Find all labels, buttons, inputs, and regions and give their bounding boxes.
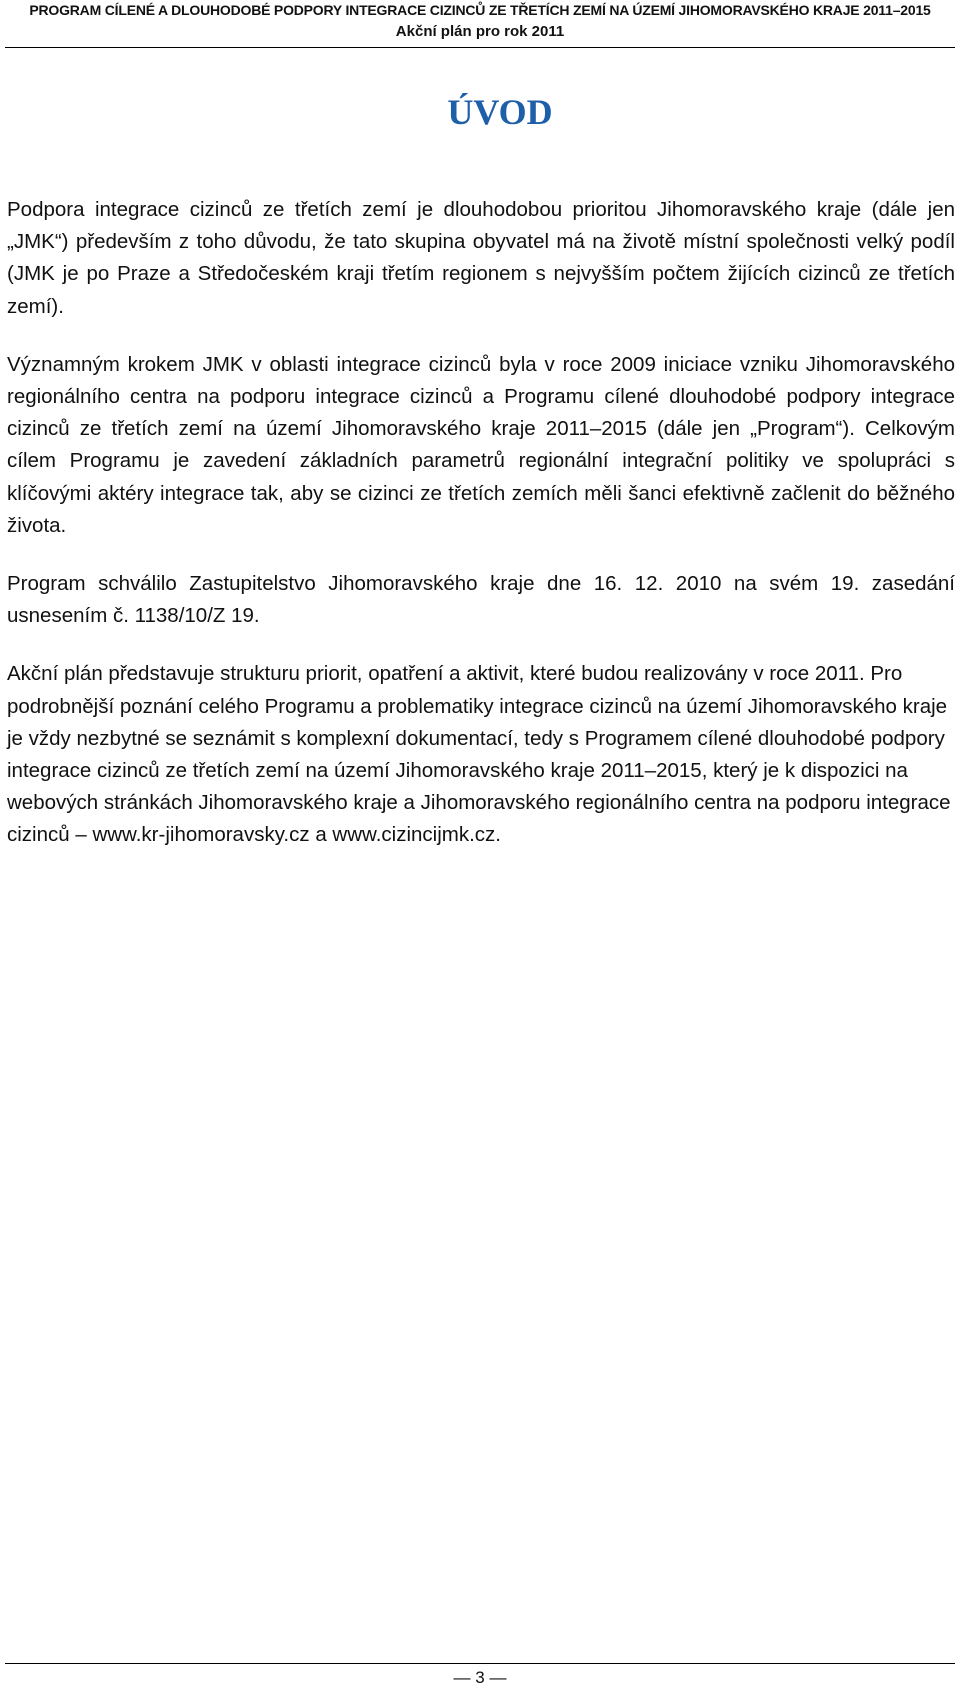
document-title: PROGRAM CÍLENÉ A DLOUHODOBÉ PODPORY INTEGRACE CIZINCŮ ZE TŘETÍCH ZEMÍ NA ÚZEMÍ JIHOMORAVSKÉHO KRAJE 2011–2015 (29, 2, 931, 18)
paragraph-action-plan: Akční plán představuje strukturu priorit, opatření a aktivit, které budou realizovány v roce 2011. Pro podrobnější poznání celého Programu a problematiky integrace cizinců na území Jihomoravského kraje je vždy nezbytné se seznámit s komplexní dokumentací, tedy s Programem cílené dlouhodobé podpory integrace cizinců ze třetích zemí na území Jihomoravského kraje 2011–2015, který je k dispozici na webových stránkách Jihomoravského kraje a Jihomoravského regionálního centra na podporu integrace cizinců – www.kr-jihomoravsky.cz a www.cizincijmk.cz. (7, 662, 951, 847)
section-title: ÚVOD (447, 92, 553, 132)
page-header (0, 0, 960, 48)
paragraph-program: Významným krokem JMK v oblasti integrace cizinců byla v roce 2009 iniciace vzniku Jihomoravského regionálního centra na podporu integrace cizinců a Programu cílené dlouhodobé podpory integrace cizinců ze třetích zemí na území Jihomoravského kraje 2011–2015 (dále jen „Program“). Celkovým cílem Programu je zavedení základních parametrů regionální integrační politiky ve spolupráci s klíčovými aktéry integrace tak, aby se cizinci ze třetích zemích měli šanci efektivně začlenit do běžného života. (7, 352, 955, 537)
paragraph-approval: Program schválilo Zastupitelstvo Jihomoravského kraje dne 16. 12. 2010 na svém 19. zasedání usnesením č. 1138/10/Z 19. (7, 572, 955, 628)
document-subtitle: Akční plán pro rok 2011 (395, 23, 565, 40)
page-number: — 3 — (453, 1668, 507, 1687)
footer-divider (5, 1663, 955, 1664)
body-text (7, 194, 955, 852)
header-divider (5, 47, 955, 48)
paragraph-intro: Podpora integrace cizinců ze třetích zemí je dlouhodobou prioritou Jihomoravského kraje (dále jen „JMK“) především z toho důvodu, že tato skupina obyvatel má na životě místní společnosti velký podíl (JMK je po Praze a Středočeském kraji třetím regionem s nejvyšším počtem žijících cizinců ze třetích zemí). (7, 198, 955, 318)
